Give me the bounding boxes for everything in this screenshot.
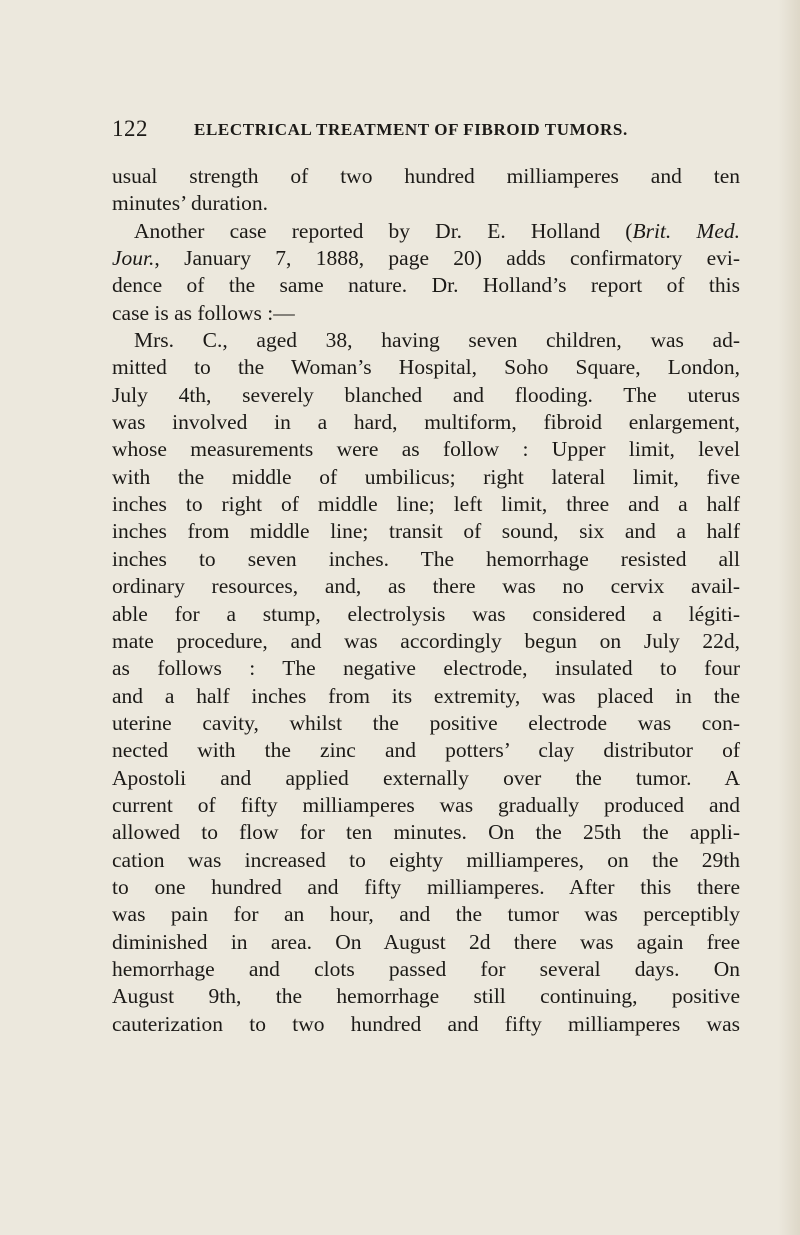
- text-line: dence of the same nature. Dr. Holland’s report of this: [112, 273, 740, 298]
- page-header: [112, 116, 672, 142]
- text-line: mate procedure, and was accordingly begun on July 22d,: [112, 628, 740, 653]
- text-line: July 4th, severely blanched and flooding. The uterus: [112, 382, 740, 407]
- text-line: minutes’ duration.: [112, 191, 269, 216]
- text-line: case is as follows :—: [112, 300, 295, 325]
- text-line: to one hundred and fifty milliamperes. After this there: [112, 874, 740, 899]
- text-line: inches to seven inches. The hemorrhage resisted all: [112, 546, 740, 571]
- running-head: ELECTRICAL TREATMENT OF FIBROID TUMORS.: [194, 120, 628, 139]
- page-edge-shadow: [778, 0, 800, 1235]
- text-line: Apostoli and applied externally over the tumor. A: [112, 765, 740, 790]
- text-line: uterine cavity, whilst the positive electrode was con-: [112, 710, 740, 735]
- text-line: hemorrhage and clots passed for several days. On: [112, 956, 740, 981]
- text-line: mitted to the Woman’s Hospital, Soho Square, London,: [112, 355, 740, 380]
- body-text: [112, 163, 740, 1038]
- text-line: usual strength of two hundred milliamperes and ten: [112, 164, 740, 188]
- journal-title: Brit. Med.: [632, 218, 740, 243]
- text-line: Mrs. C., aged 38, having seven children, was ad-: [134, 328, 740, 353]
- text-line: and a half inches from its extremity, was placed in the: [112, 683, 740, 708]
- text-line: able for a stump, electrolysis was considered a légiti-: [112, 601, 740, 626]
- text-line: nected with the zinc and potters’ clay distributor of: [112, 738, 740, 763]
- text-line: Jour., January 7, 1888, page 20) adds confirmatory evi-: [112, 246, 740, 271]
- text-line: as follows : The negative electrode, insulated to four: [112, 656, 740, 681]
- journal-title: Jour.: [112, 246, 155, 271]
- text-line: was pain for an hour, and the tumor was perceptibly: [112, 902, 740, 927]
- text-line: was involved in a hard, multiform, fibroid enlargement,: [112, 410, 740, 435]
- text-line: Another case reported by Dr. E. Holland (Brit. Med.: [134, 218, 740, 243]
- text-line: with the middle of umbilicus; right lateral limit, five: [112, 464, 740, 489]
- text-line: inches to right of middle line; left limit, three and a half: [112, 492, 740, 517]
- text-line: diminished in area. On August 2d there was again free: [112, 929, 740, 954]
- text-line: whose measurements were as follow : Upper limit, level: [112, 437, 740, 462]
- text-line: allowed to flow for ten minutes. On the 25th the appli-: [112, 820, 740, 845]
- page-number: 122: [112, 116, 148, 141]
- text-line: cauterization to two hundred and fifty milliamperes was: [112, 1011, 740, 1036]
- text-line: cation was increased to eighty milliamperes, on the 29th: [112, 847, 740, 872]
- text-line: inches from middle line; transit of sound, six and a half: [112, 519, 740, 544]
- text-line: current of fifty milliamperes was gradually produced and: [112, 792, 740, 817]
- text-line: ordinary resources, and, as there was no cervix avail-: [112, 574, 740, 599]
- text-line: August 9th, the hemorrhage still continuing, positive: [112, 984, 740, 1009]
